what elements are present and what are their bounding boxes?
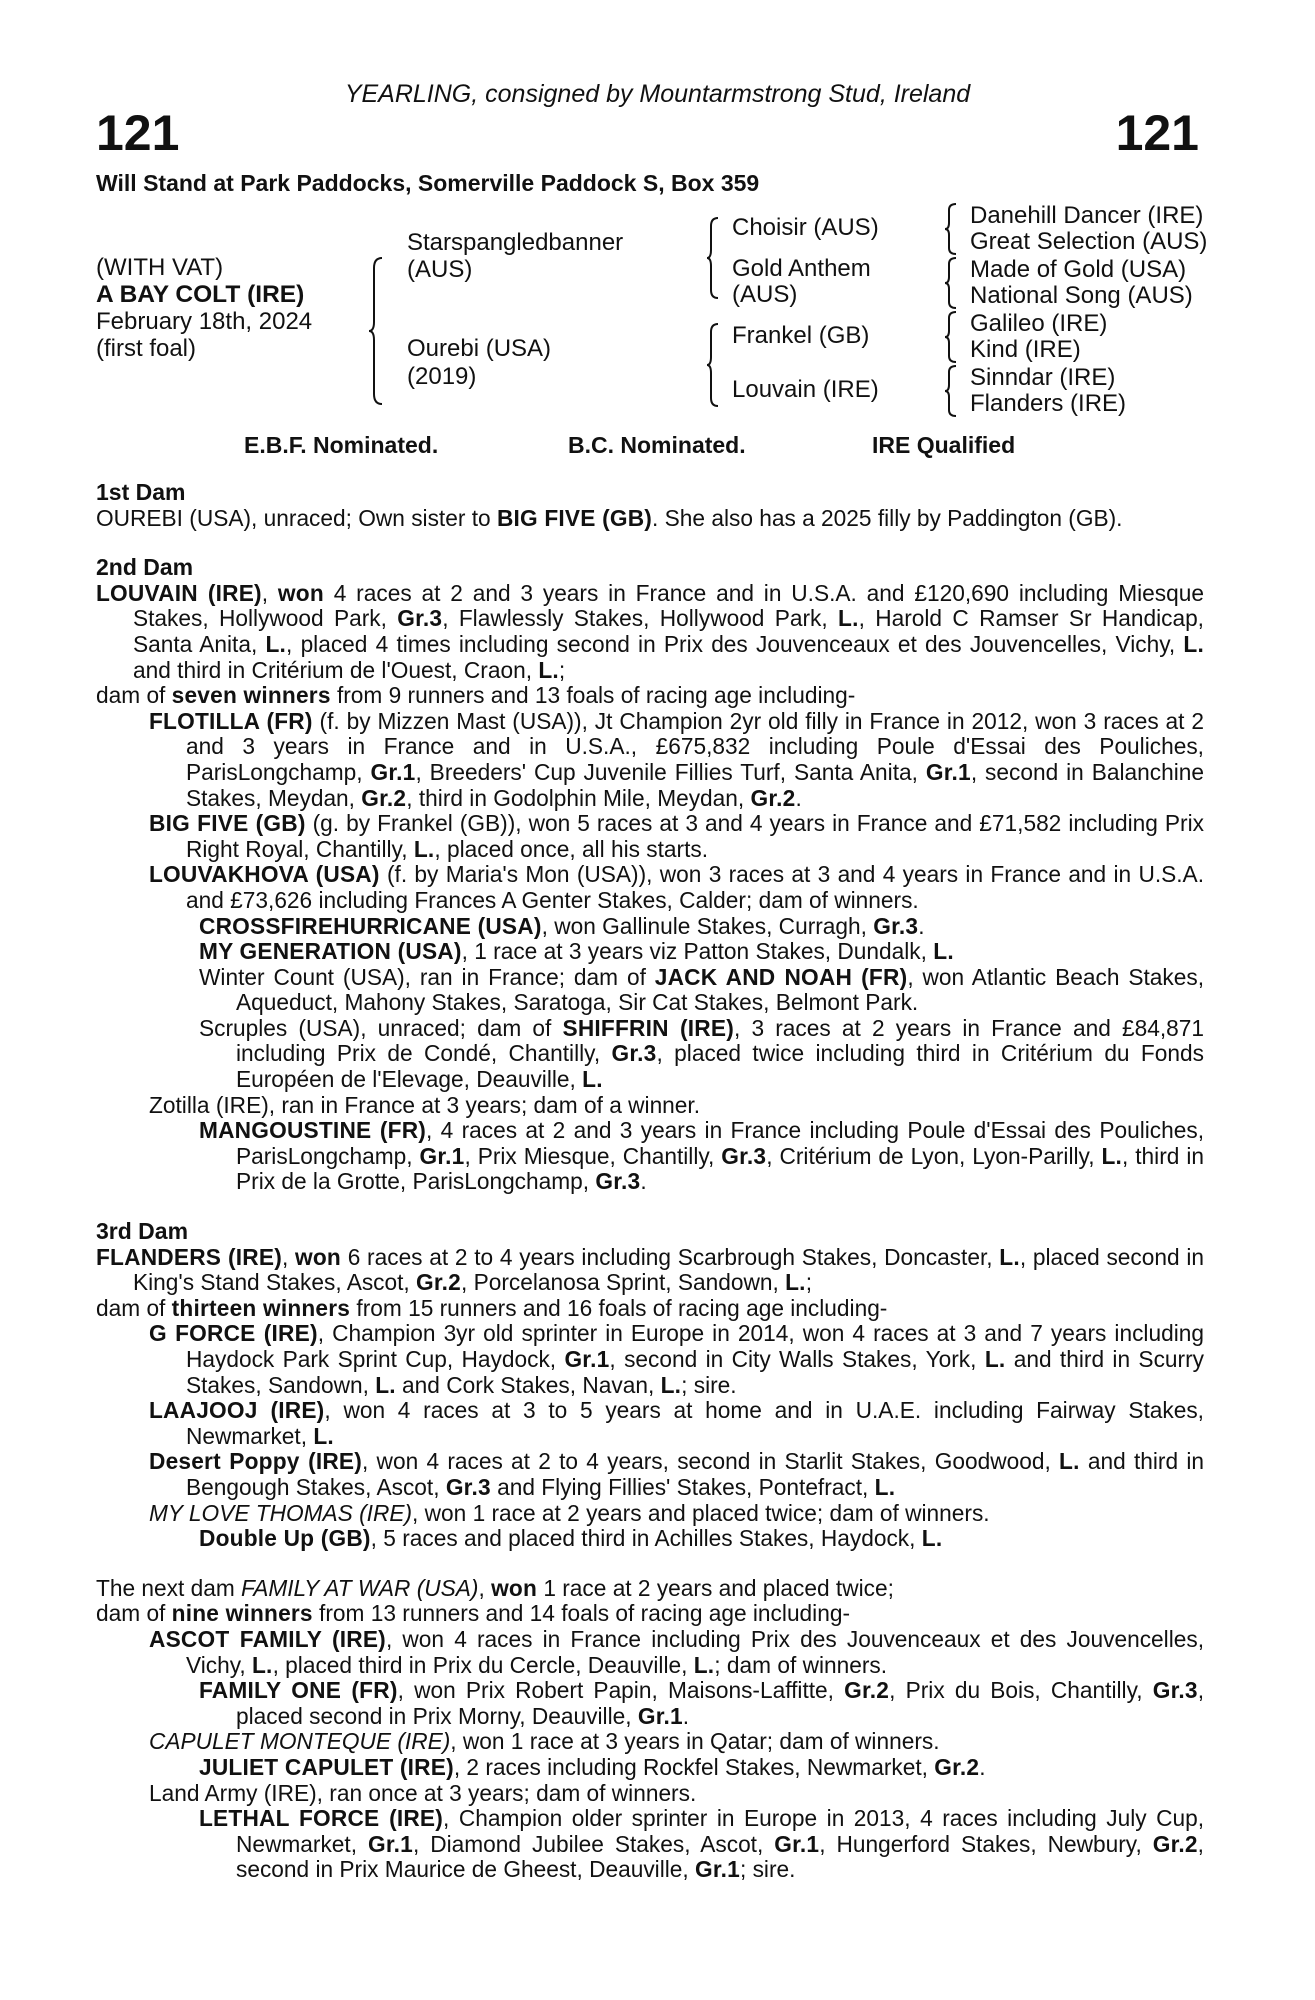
lethal-force-entry: LETHAL FORCE (IRE), Champion older sprinter in Europe in 2013, 4 races including July Cup, Newmarket, Gr.1, Diamond Jubilee Stakes, Ascot, Gr.1, Hungerford Stakes, Newbury, Gr.2, second in Prix Maurice de Gheest, Deauville, Gr.1; sire. xyxy=(199,1805,1205,1883)
my-generation-entry: MY GENERATION (USA), 1 race at 3 years viz Patton Stakes, Dundalk, L. xyxy=(199,938,954,965)
second-dam-produce-summary: dam of seven winners from 9 runners and 13 foals of racing age including- xyxy=(96,682,856,709)
first-dam-paragraph: OUREBI (USA), unraced; Own sister to BIG FIVE (GB). She also has a 2025 filly by Paddington (GB). xyxy=(96,504,1123,531)
gen3-sds: Made of Gold (USA) xyxy=(970,256,1187,283)
winter-count-entry: Winter Count (USA), ran in France; dam of JACK AND NOAH (FR), won Atlantic Beach Stakes, Aqueduct, Mahony Stakes, Saratoga, Sir Cat Stakes, Belmont Park. xyxy=(199,963,1204,1016)
brace-ds xyxy=(944,310,960,364)
double-up-entry: Double Up (GB), 5 races and placed third in Achilles Stakes, Haydock, L. xyxy=(199,1525,943,1552)
sire-dam-line1: Gold Anthem xyxy=(732,255,871,282)
gen3-dsd: Kind (IRE) xyxy=(970,336,1081,363)
lot-number-left: 121 xyxy=(96,105,180,161)
gen3-ddd: Flanders (IRE) xyxy=(970,390,1127,417)
crossfirehurricane-entry: CROSSFIREHURRICANE (USA), won Gallinule Stakes, Curragh, Gr.3. xyxy=(199,912,925,939)
my-love-thomas-entry: MY LOVE THOMAS (IRE), won 1 race at 2 years and placed twice; dam of winners. xyxy=(149,1499,990,1526)
stand-location: Will Stand at Park Paddocks, Somerville Paddock S, Box 359 xyxy=(96,170,760,196)
horse-name: BIG FIVE (GB) xyxy=(496,504,653,531)
pedigree-notes xyxy=(96,480,1204,1883)
land-army-entry: Land Army (IRE), ran once at 3 years; dam of winners. xyxy=(149,1779,697,1806)
gen3-dss: Galileo (IRE) xyxy=(970,310,1108,337)
ire-qualified: IRE Qualified xyxy=(872,432,1016,458)
gen3-dds: Sinndar (IRE) xyxy=(970,364,1116,391)
first-dam-heading: 1st Dam xyxy=(96,479,186,505)
family-at-war-line: The next dam FAMILY AT WAR (USA), won 1 race at 2 years and placed twice; xyxy=(96,1574,894,1601)
louvain-paragraph: LOUVAIN (IRE), won 4 races at 2 and 3 years in France and in U.S.A. and £120,690 including Miesque Stakes, Hollywood Park, Gr.3, Flawlessly Stakes, Hollywood Park, L., Harold C Ramser Sr Handicap, Santa Anita, L., placed 4 times including second in Prix des Jouvenceaux et des Jouvencelles, Vichy, L. and third in Critérium de l'Ouest, Craon, L.; xyxy=(96,579,1204,683)
ebf-nominated: E.B.F. Nominated. xyxy=(244,432,439,458)
dam-name-line2: (2019) xyxy=(407,363,477,390)
brace-dam xyxy=(706,322,722,408)
third-dam-heading: 3rd Dam xyxy=(96,1218,189,1245)
dam-sire: Frankel (GB) xyxy=(732,322,870,349)
juliet-capulet-entry: JULIET CAPULET (IRE), 2 races including Rockfel Stakes, Newmarket, Gr.2. xyxy=(199,1753,986,1780)
gen3-sdd: National Song (AUS) xyxy=(970,282,1193,309)
foaling-date: February 18th, 2024 xyxy=(96,308,313,335)
desert-poppy-entry: Desert Poppy (IRE), won 4 races at 2 to 4 years, second in Starlit Stakes, Goodwood, L. and third in Bengough Stakes, Ascot, Gr.3 and Flying Fillies' Stakes, Pontefract, L. xyxy=(149,1448,1204,1500)
dam-name-line1: Ourebi (USA) xyxy=(407,335,552,362)
capulet-monteque-entry: CAPULET MONTEQUE (IRE), won 1 race at 3 years in Qatar; dam of winners. xyxy=(149,1728,940,1755)
big-five-entry: BIG FIVE (GB) (g. by Frankel (GB)), won 5 races at 3 and 4 years in France and £71,582 including Prix Right Royal, Chantilly, L., placed once, all his starts. xyxy=(149,810,1204,862)
brace-sire xyxy=(706,216,722,300)
family-one-entry: FAMILY ONE (FR), won Prix Robert Papin, Maisons-Laffitte, Gr.2, Prix du Bois, Chantilly, Gr.3, placed second in Prix Morny, Deauville, Gr.1. xyxy=(199,1677,1204,1729)
first-dam-section xyxy=(96,480,1204,531)
louvakhova-entry: LOUVAKHOVA (USA) (f. by Maria's Mon (USA)), won 3 races at 3 and 4 years in France and in U.S.A. and £73,626 including Frances A Genter Stakes, Calder; dam of winners. xyxy=(149,861,1204,913)
sire-name-line1: Starspangledbanner xyxy=(407,229,624,256)
gen3-sss: Danehill Dancer (IRE) xyxy=(970,202,1204,229)
third-dam-section xyxy=(96,1219,1204,1552)
mangoustine-entry: MANGOUSTINE (FR), 4 races at 2 and 3 years in France including Poule d'Essai des Pouliches, ParisLongchamp, Gr.1, Prix Miesque, Chantilly, Gr.3, Critérium de Lyon, Lyon-Parilly, L., third in Prix de la Grotte, ParisLongchamp, Gr.3. xyxy=(199,1117,1205,1195)
flotilla-entry: FLOTILLA (FR) (f. by Mizzen Mast (USA)), Jt Champion 2yr old filly in France in 2012, won 3 races at 2 and 3 years in France and in U.S.A., £675,832 including Poule d'Essai des Pouliches, ParisLongchamp, Gr.1, Breeders' Cup Juvenile Fillies Turf, Santa Anita, Gr.1, second in Balanchine Stakes, Meydan, Gr.2, third in Godolphin Mile, Meydan, Gr.2. xyxy=(149,707,1204,811)
second-dam-heading: 2nd Dam xyxy=(96,554,194,581)
next-dam-section xyxy=(96,1576,1204,1883)
dam-dam: Louvain (IRE) xyxy=(732,376,879,403)
brace-sd xyxy=(944,256,960,310)
foal-note: (first foal) xyxy=(96,335,197,362)
zotilla-entry: Zotilla (IRE), ran in France at 3 years; dam of a winner. xyxy=(149,1091,701,1118)
scruples-entry: Scruples (USA), unraced; dam of SHIFFRIN (IRE), 3 races at 2 years in France and £84,871 including Prix de Condé, Chantilly, Gr.3, placed twice including third in Critérium du Fonds Européen de l'Elevage, Deauville, L. xyxy=(199,1014,1204,1093)
consignor-subtitle: YEARLING, consigned by Mountarmstrong Stud, Ireland xyxy=(344,80,971,108)
horse-name: A BAY COLT (IRE) xyxy=(96,281,305,308)
next-dam-produce-summary: dam of nine winners from 13 runners and 14 foals of racing age including- xyxy=(96,1600,851,1627)
sire-dam-line2: (AUS) xyxy=(732,281,798,308)
vat-note: (WITH VAT) xyxy=(96,254,224,281)
brace-ss xyxy=(944,202,960,256)
gen3-ssd: Great Selection (AUS) xyxy=(970,228,1208,255)
third-dam-produce-summary: dam of thirteen winners from 15 runners and 16 foals of racing age including- xyxy=(96,1294,888,1321)
laajooj-entry: LAAJOOJ (IRE), won 4 races at 3 to 5 years at home and in U.A.E. including Fairway Stakes, Newmarket, L. xyxy=(149,1397,1204,1449)
sire-name-line2: (AUS) xyxy=(407,256,473,283)
sire-sire: Choisir (AUS) xyxy=(732,214,879,241)
ascot-family-entry: ASCOT FAMILY (IRE), won 4 races in France including Prix des Jouvenceaux et des Jouvencelles, Vichy, L., placed third in Prix du Cercle, Deauville, L.; dam of winners. xyxy=(149,1625,1205,1678)
lot-number-right: 121 xyxy=(1115,105,1199,161)
second-dam-section xyxy=(96,555,1204,1195)
flanders-paragraph: FLANDERS (IRE), won 6 races at 2 to 4 years including Scarbrough Stakes, Doncaster, L., placed second in King's Stand Stakes, Ascot, Gr.2, Porcelanosa Sprint, Sandown, L.; xyxy=(96,1243,1204,1296)
brace-dd xyxy=(944,364,960,418)
brace-gen1 xyxy=(368,256,388,406)
bc-nominated: B.C. Nominated. xyxy=(568,432,746,458)
g-force-entry: G FORCE (IRE), Champion 3yr old sprinter in Europe in 2014, won 4 races at 3 and 7 years including Haydock Park Sprint Cup, Haydock, Gr.1, second in City Walls Stakes, York, L. and third in Scurry Stakes, Sandown, L. and Cork Stakes, Navan, L.; sire. xyxy=(149,1320,1204,1398)
